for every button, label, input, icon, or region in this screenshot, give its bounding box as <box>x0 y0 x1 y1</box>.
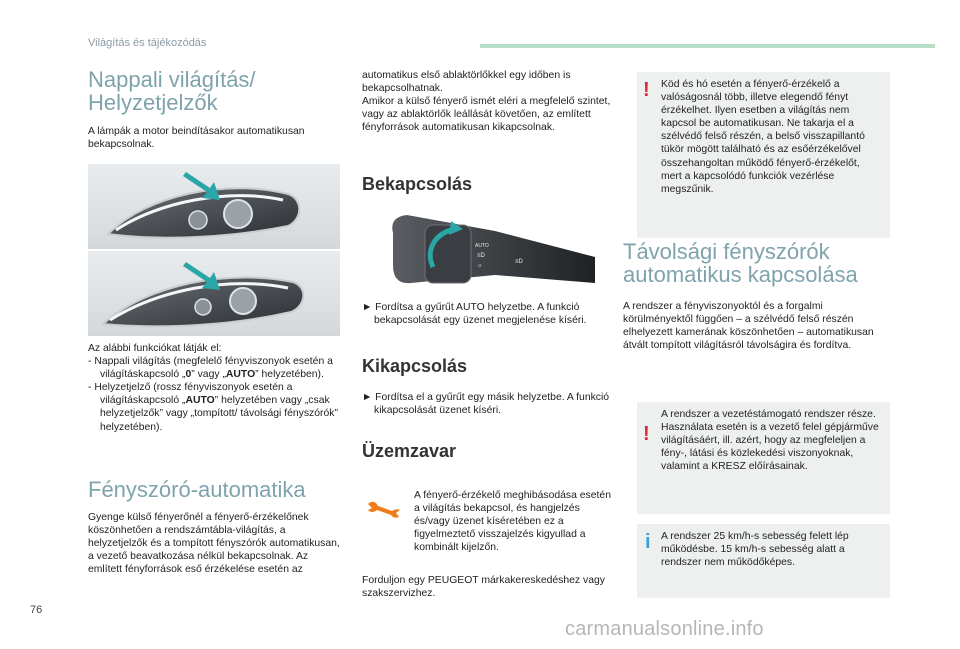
speed-info-text: A rendszer 25 km/h-s sebesség felett lép működésbe. 15 km/h-s sebesség alatt a rendszer nem működőképes. <box>661 531 849 569</box>
driver-assist-warning-text: A rendszer a vezetéstámogató rendszer része. Használata esetén is a vezető felel gépjárműve világításáért, ill. azért, hogy az megfeleljen a fény-, látási és közlekedési viszonyoknak, valamint a KRESZ előírásainak. <box>661 409 879 473</box>
auto-high-beam-title <box>623 238 923 286</box>
bullet-1-prefix: - Nappali világítás (megfelelő fényviszonyok esetén a világításkapcsoló „ <box>88 356 333 381</box>
auto-high-beam-text: A rendszer a fényviszonyoktól és a forgalmi körülményektől függően – a szélvédő felső részén elhelyezett kamerának köszönhetően – automatikusan átvált tompított világításról távolságira és fordítva. <box>623 301 874 352</box>
functions-lead: Az alábbi funkciókat látják el: <box>88 343 222 354</box>
switch-on-instruction: Fordítsa a gyűrűt AUTO helyzetbe. A funkció bekapcsolását egy üzenet megjelenése kíséri. <box>374 302 587 327</box>
info-icon: i <box>645 531 651 553</box>
fog-snow-warning-text: Köd és hó esetén a fényerő-érzékelő a valóságosnál több, illetve elegendő fényt érzékelhet. Ilyen esetben a világítás nem kapcsol be automatikusan. Ne takarja el a szélvédő felső részén, a belső visszapillantó tükör mögött található és az esőérzékelővel összehangoltan működő fényerő-érzékelőt, mert a kapcsolódó funkciók vezérlése megszűnik. <box>661 79 865 195</box>
switch-position-0: 0 <box>185 369 192 381</box>
svg-text:☼: ☼ <box>477 263 483 269</box>
switch-on-step <box>362 301 617 327</box>
continued-text-2: Amikor a külső fényerő ismét eléri a megfelelő szintet, vagy az ablaktörlők leállását követően, az említett fényforrások automatikusan kikapcsolnak. <box>362 96 611 134</box>
headlight-photo <box>88 164 340 336</box>
wrench-icon <box>366 500 402 520</box>
continued-text <box>362 69 614 134</box>
step-marker-icon: ► <box>362 392 376 403</box>
title-line-2: automatikus kapcsolása <box>623 262 858 287</box>
switch-on-title: Bekapcsolás <box>362 174 473 194</box>
page-number: 76 <box>30 604 43 616</box>
intro-text: A lámpák a motor beindításakor automatikusan bekapcsolnak. <box>88 126 305 151</box>
bullet-2-prefix: - Helyzetjelző (rossz fényviszonyok esetén a világításkapcsoló „ <box>88 382 293 407</box>
switch-off-step <box>362 391 617 417</box>
step-marker-icon: ► <box>362 302 376 313</box>
fault-contact: Forduljon egy PEUGEOT márkakereskedéshez vagy szakszervizhez. <box>362 575 605 600</box>
title-line-1: Nappali világítás/ <box>88 67 256 92</box>
warning-icon: ! <box>643 79 650 101</box>
lighting-stalk-illustration <box>385 205 600 297</box>
bullet-1-mid: ” vagy „ <box>191 369 226 381</box>
speed-info-box <box>637 524 890 598</box>
stalk-auto-label: AUTO <box>475 243 489 249</box>
daytime-lights-title <box>88 68 348 114</box>
switch-off-instruction: Fordítsa el a gyűrűt egy másik helyzetbe. A funkció kikapcsolását üzenet kíséri. <box>374 392 610 417</box>
list-item <box>88 355 338 381</box>
functions-list <box>88 342 338 434</box>
title-line-2: Helyzetjelzők <box>88 90 218 115</box>
header-bar <box>480 44 935 48</box>
svg-text:≡D: ≡D <box>477 253 485 259</box>
switch-position-auto: AUTO <box>225 369 256 381</box>
fog-snow-warning-box <box>637 72 890 257</box>
continued-text-1: automatikus első ablaktörlőkkel egy időben is bekapcsolhatnak. <box>362 70 571 95</box>
fault-title: Üzemzavar <box>362 441 457 461</box>
warning-icon: ! <box>643 423 650 445</box>
fault-text: A fényerő-érzékelő meghibásodása esetén a világítás bekapcsol, és hangjelzés és/vagy üzenet kíséretében ez a figyelmeztető visszajelzés kigyullad a kombinált kijelzőn. <box>414 490 611 554</box>
list-item <box>88 381 338 433</box>
bullet-2-suffix: ” helyzetében vagy „csak helyzetjelzők” vagy „tompított/ távolsági fényszórók” helyzetében). <box>100 395 338 433</box>
title-line-1: Távolsági fényszórók <box>623 239 830 264</box>
watermark: carmanualsonline.info <box>565 618 764 640</box>
switch-position-auto: AUTO <box>185 395 215 407</box>
auto-headlamp-title: Fényszóró-automatika <box>88 477 306 502</box>
bullet-1-suffix: ” helyzetében). <box>255 369 324 381</box>
svg-text:≡D: ≡D <box>515 259 523 265</box>
section-header: Világítás és tájékozódás <box>88 37 207 49</box>
auto-headlamp-text: Gyenge külső fényerőnél a fényerő-érzékelőnek köszönhetően a rendszámtábla-világítás, a helyzetjelzők és a tompított fényszórók automatikusan, a vezető beavatkozása nélkül bekapcsolnak. Az említett fényforrások eső érzékelése esetén az <box>88 512 340 576</box>
switch-off-title: Kikapcsolás <box>362 356 468 376</box>
driver-assist-warning-box <box>637 402 890 514</box>
